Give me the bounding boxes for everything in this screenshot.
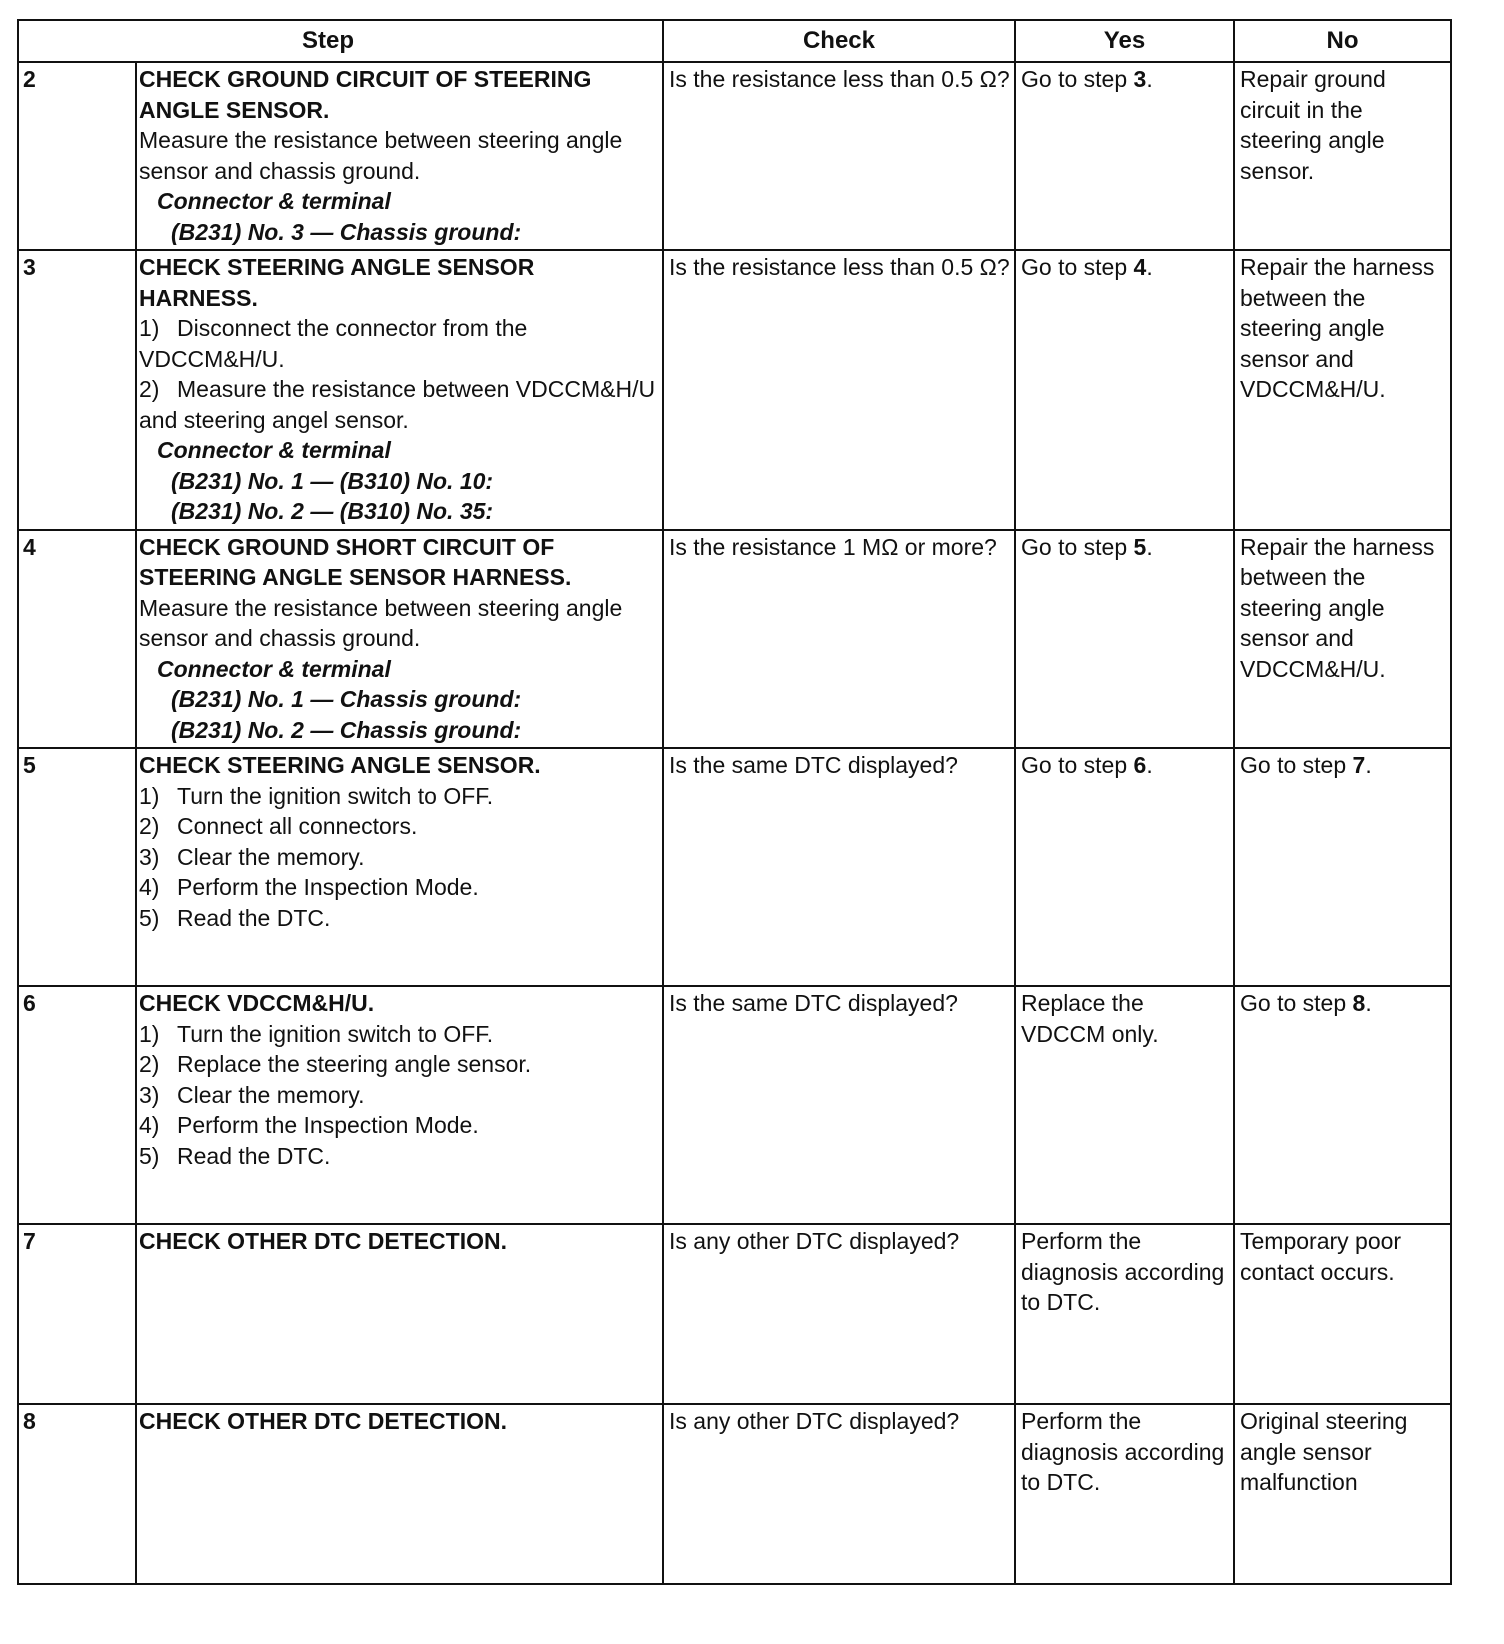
step-number: 8 (18, 1404, 136, 1584)
table-body (18, 62, 1451, 1584)
yes-suffix: . (1146, 66, 1153, 92)
check-cell: Is the resistance 1 MΩ or more? (663, 530, 1015, 749)
no-cell: Original steering angle sensor malfunction (1234, 1404, 1451, 1584)
no-cell: Temporary poor contact occurs. (1234, 1224, 1451, 1404)
step-cell (136, 1224, 663, 1404)
step-instruction (139, 781, 658, 812)
yes-step-ref: 4 (1133, 254, 1147, 280)
step-title: CHECK VDCCM&H/U. (139, 990, 375, 1016)
step-cell (136, 530, 663, 749)
table-row (18, 986, 1451, 1224)
step-instruction-number: 1) (139, 1020, 160, 1047)
no-cell: Repair the harness between the steering angle sensor and VDCCM&H/U. (1234, 530, 1451, 749)
check-cell: Is the same DTC displayed? (663, 748, 1015, 986)
step-instruction-number: 2) (139, 813, 160, 839)
table-row (18, 62, 1451, 250)
step-instruction-text: Perform the Inspection Mode. (177, 874, 479, 900)
step-instruction (139, 903, 658, 934)
step-instruction-number: 1) (139, 315, 160, 341)
step-instruction-number: 3) (139, 843, 160, 870)
step-title: CHECK GROUND SHORT CIRCUIT OF STEERING ANGLE SENSOR HARNESS. (139, 533, 572, 590)
step-number: 6 (18, 986, 136, 1224)
step-instruction (139, 1080, 658, 1111)
step-instruction-text: Turn the ignition switch to OFF. (177, 1020, 494, 1047)
step-number: 7 (18, 1224, 136, 1404)
step-instruction-text: Replace the steering angle sensor. (177, 1051, 532, 1077)
yes-cell (1015, 748, 1234, 986)
yes-text: Go to step (1021, 66, 1134, 92)
connector-label: Connector & terminal (157, 655, 391, 682)
step-instruction-text: Disconnect the connector from the VDCCM&H/U. (139, 315, 528, 372)
connector-terminal: (B231) No. 2 — Chassis ground: (171, 716, 522, 743)
diagnosis-table (17, 19, 1452, 1585)
check-cell: Is the same DTC displayed? (663, 986, 1015, 1224)
step-title: CHECK GROUND CIRCUIT OF STEERING ANGLE SENSOR. (139, 66, 592, 123)
step-cell (136, 62, 663, 250)
no-cell: Repair the harness between the steering angle sensor and VDCCM&H/U. (1234, 250, 1451, 530)
header-step-spacer (18, 20, 136, 62)
step-instruction-text: Perform the Inspection Mode. (177, 1112, 479, 1138)
step-instruction-number: 4) (139, 874, 160, 900)
yes-cell (1015, 250, 1234, 530)
step-instruction-text: Read the DTC. (177, 1142, 331, 1169)
step-number: 5 (18, 748, 136, 986)
no-step-ref: 8 (1352, 990, 1366, 1016)
step-instruction-text: Read the DTC. (177, 904, 331, 931)
step-title: CHECK OTHER DTC DETECTION. (139, 1228, 507, 1254)
table-row (18, 250, 1451, 530)
step-instruction (139, 313, 658, 374)
step-instruction (139, 1049, 658, 1080)
step-instruction (139, 811, 658, 842)
step-instruction-text: Turn the ignition switch to OFF. (177, 782, 494, 809)
no-suffix: . (1365, 990, 1372, 1016)
step-instruction-number: 2) (139, 1051, 160, 1077)
yes-cell (1015, 62, 1234, 250)
table-row (18, 530, 1451, 749)
step-instruction-text: Clear the memory. (177, 843, 365, 870)
yes-cell: Perform the diagnosis according to DTC. (1015, 1404, 1234, 1584)
yes-step-ref: 3 (1133, 66, 1147, 92)
step-cell (136, 1404, 663, 1584)
no-text: Go to step (1240, 752, 1353, 778)
connector-terminal: (B231) No. 3 — Chassis ground: (171, 218, 522, 245)
header-step: Step (136, 20, 663, 62)
yes-suffix: . (1146, 254, 1153, 280)
header-row (18, 20, 1451, 62)
step-instruction-number: 5) (139, 904, 160, 931)
no-cell: Repair ground circuit in the steering angle sensor. (1234, 62, 1451, 250)
step-text: Measure the resistance between steering angle sensor and chassis ground. (139, 594, 623, 651)
step-instruction-number: 2) (139, 376, 160, 402)
step-cell (136, 250, 663, 530)
step-cell (136, 986, 663, 1224)
step-number: 3 (18, 250, 136, 530)
no-cell (1234, 986, 1451, 1224)
table-row (18, 1404, 1451, 1584)
yes-cell: Perform the diagnosis according to DTC. (1015, 1224, 1234, 1404)
step-instruction (139, 1141, 658, 1172)
yes-text: Go to step (1021, 254, 1134, 280)
step-number: 4 (18, 530, 136, 749)
table-row (18, 1224, 1451, 1404)
step-instruction (139, 872, 658, 903)
check-cell: Is the resistance less than 0.5 Ω? (663, 250, 1015, 530)
yes-text: Go to step (1021, 533, 1134, 560)
step-instruction-number: 1) (139, 782, 160, 809)
yes-suffix: . (1146, 533, 1153, 560)
yes-step-ref: 6 (1133, 752, 1147, 778)
step-instruction (139, 1019, 658, 1050)
no-suffix: . (1365, 752, 1372, 778)
step-title: CHECK STEERING ANGLE SENSOR HARNESS. (139, 254, 535, 311)
step-instruction-number: 3) (139, 1081, 160, 1108)
step-title: CHECK STEERING ANGLE SENSOR. (139, 752, 541, 778)
table-row (18, 748, 1451, 986)
no-cell (1234, 748, 1451, 986)
no-step-ref: 7 (1352, 752, 1366, 778)
connector-terminal: (B231) No. 1 — Chassis ground: (171, 686, 522, 712)
yes-cell: Replace the VDCCM only. (1015, 986, 1234, 1224)
step-instruction (139, 374, 658, 435)
check-cell: Is any other DTC displayed? (663, 1224, 1015, 1404)
step-instruction (139, 842, 658, 873)
step-instruction-text: Connect all connectors. (177, 813, 418, 839)
step-instruction-text: Clear the memory. (177, 1081, 365, 1108)
step-text: Measure the resistance between steering angle sensor and chassis ground. (139, 127, 623, 184)
step-instruction (139, 1110, 658, 1141)
connector-label: Connector & terminal (157, 437, 391, 463)
yes-suffix: . (1146, 752, 1153, 778)
yes-cell (1015, 530, 1234, 749)
step-title: CHECK OTHER DTC DETECTION. (139, 1408, 507, 1434)
no-text: Go to step (1240, 990, 1353, 1016)
connector-label: Connector & terminal (157, 188, 391, 214)
header-check: Check (663, 20, 1015, 62)
step-instruction-text: Measure the resistance between VDCCM&H/U and steering angel sensor. (139, 376, 656, 433)
connector-terminal: (B231) No. 2 — (B310) No. 35: (171, 498, 494, 524)
yes-text: Go to step (1021, 752, 1134, 778)
step-cell (136, 748, 663, 986)
step-instruction-number: 4) (139, 1112, 160, 1138)
step-instruction-number: 5) (139, 1142, 160, 1169)
check-cell: Is any other DTC displayed? (663, 1404, 1015, 1584)
step-number: 2 (18, 62, 136, 250)
header-yes: Yes (1015, 20, 1234, 62)
check-cell: Is the resistance less than 0.5 Ω? (663, 62, 1015, 250)
yes-step-ref: 5 (1133, 533, 1147, 560)
connector-terminal: (B231) No. 1 — (B310) No. 10: (171, 467, 494, 494)
header-no: No (1234, 20, 1451, 62)
